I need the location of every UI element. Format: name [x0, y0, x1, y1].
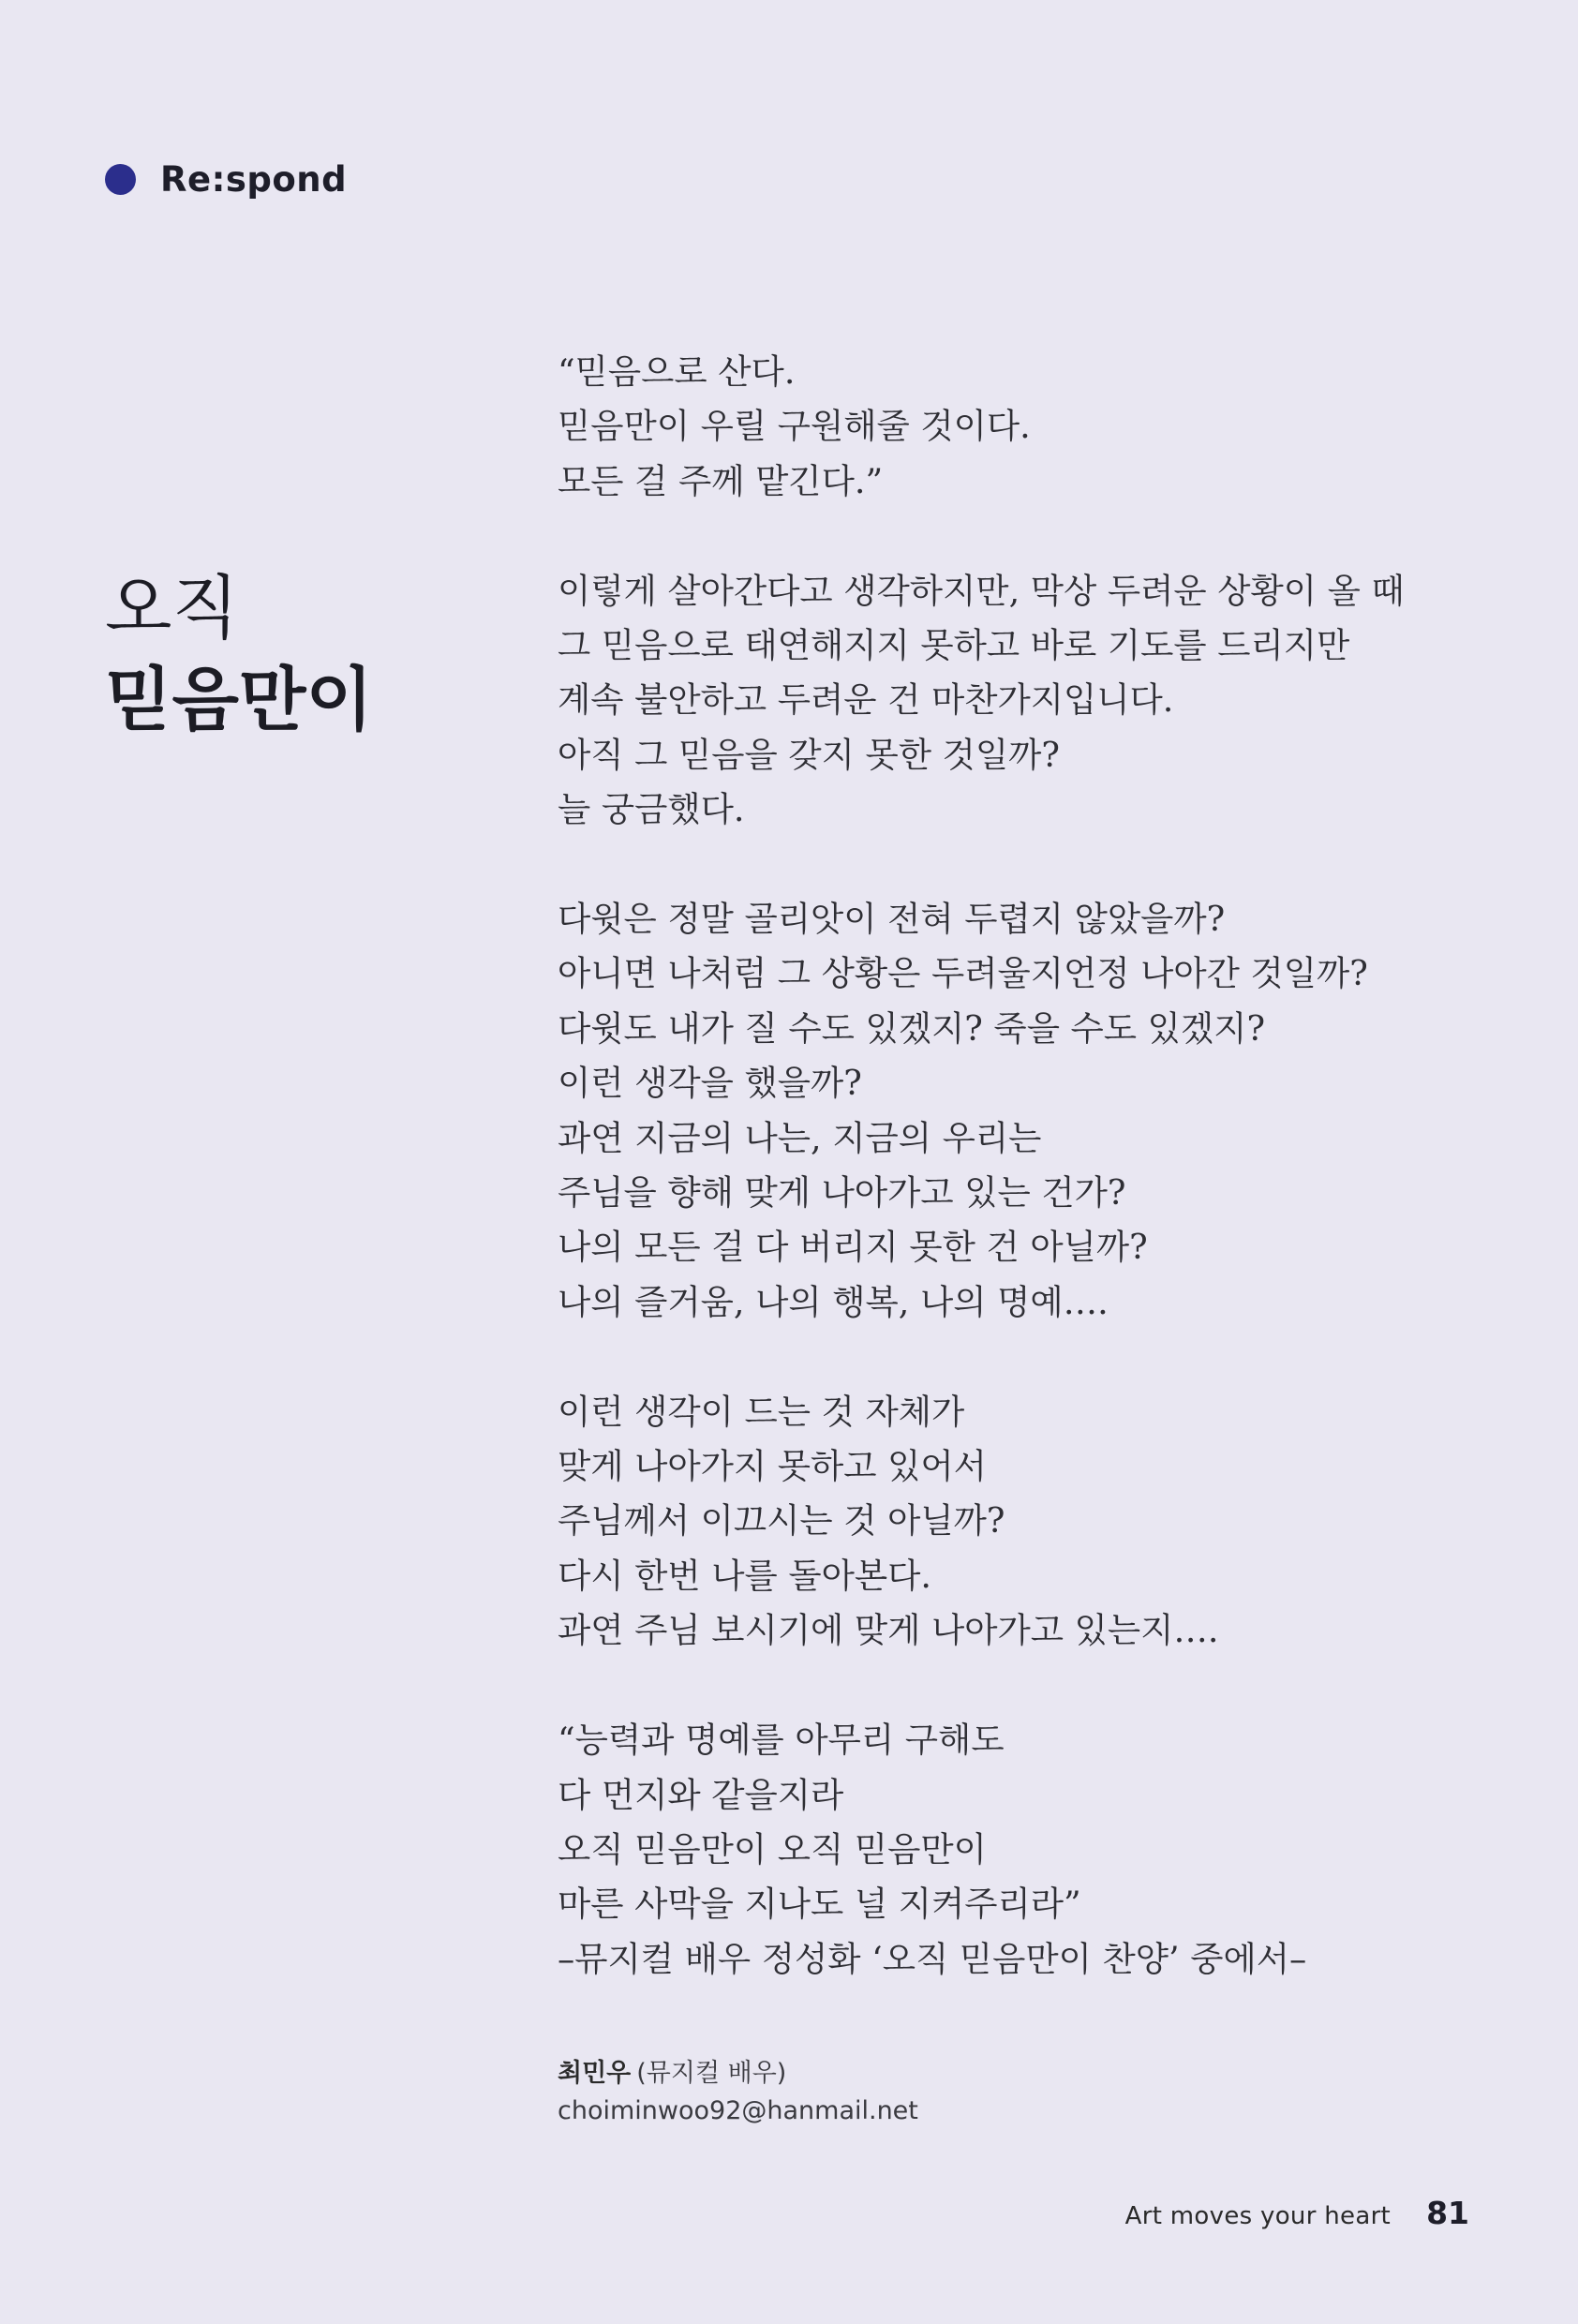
body-line: 아니면 나처럼 그 상황은 두려울지언정 나아간 것일까?: [558, 953, 1368, 994]
body-line: 주님께서 이끄시는 것 아닐까?: [558, 1500, 1005, 1542]
section-tag: [105, 159, 347, 200]
body-line: 다 먼지와 같을지라: [558, 1774, 844, 1815]
body-line: 다시 한번 나를 돌아본다.: [558, 1555, 931, 1596]
page-footer: [1125, 2195, 1469, 2231]
body-line: 마른 사막을 지나도 널 지켜주리라”: [558, 1884, 1081, 1925]
body-line: 계속 불안하고 두려운 건 마찬가지입니다.: [558, 679, 1174, 721]
body-line: 주님을 향해 맞게 나아가고 있는 건가?: [558, 1172, 1126, 1214]
body-line: –뮤지컬 배우 정성화 ‘오직 믿음만이 찬양’ 중에서–: [558, 1938, 1307, 1979]
body-line: 다윗도 내가 질 수도 있겠지? 죽을 수도 있겠지?: [558, 1007, 1266, 1049]
author-email: choiminwoo92@hanmail.net: [558, 2096, 918, 2125]
body-line: 과연 주님 보시기에 맞게 나아가고 있는지….: [558, 1610, 1219, 1651]
stanza: [558, 345, 1495, 509]
stanza: [558, 564, 1495, 838]
author-name: 최민우: [558, 2059, 632, 2088]
body-line: 늘 궁금했다.: [558, 789, 745, 830]
body-line: 믿음만이 우릴 구원해줄 것이다.: [558, 406, 1031, 447]
article-body: [558, 345, 1495, 1987]
body-line: 아직 그 믿음을 갖지 못한 것일까?: [558, 734, 1060, 775]
body-line: 오직 믿음만이 오직 믿음만이: [558, 1828, 987, 1870]
body-line: 나의 즐거움, 나의 행복, 나의 명예….: [558, 1281, 1109, 1322]
body-line: 그 믿음으로 태연해지지 못하고 바로 기도를 드리지만: [558, 625, 1350, 666]
author-block: [558, 2055, 918, 2130]
section-label: Re:spond: [160, 159, 348, 200]
section-bullet-dot: [105, 164, 136, 195]
body-line: 맞게 나아가지 못하고 있어서: [558, 1446, 987, 1487]
body-line: 나의 모든 걸 다 버리지 못한 건 아닐까?: [558, 1227, 1148, 1268]
body-line: 이런 생각이 드는 것 자체가: [558, 1391, 965, 1432]
stanza: [558, 1713, 1495, 1987]
body-line: 이런 생각을 했을까?: [558, 1063, 862, 1104]
footer-caption: Art moves your heart: [1124, 2202, 1392, 2230]
author-role: (뮤지컬 배우): [636, 2059, 787, 2088]
article-title: [105, 562, 373, 746]
page-number: 81: [1426, 2195, 1469, 2231]
stanza: [558, 892, 1495, 1330]
body-line: 과연 지금의 나는, 지금의 우리는: [558, 1117, 1042, 1158]
body-line: 다윗은 정말 골리앗이 전혀 두렵지 않았을까?: [558, 899, 1226, 940]
body-line: 이렇게 살아간다고 생각하지만, 막상 두려운 상황이 올 때: [558, 570, 1405, 611]
body-line: “믿음으로 산다.: [558, 351, 796, 392]
title-line-1: 오직: [105, 568, 239, 648]
body-line: “능력과 명예를 아무리 구해도: [558, 1720, 1005, 1761]
stanza: [558, 1385, 1495, 1659]
body-line: 모든 걸 주께 맡긴다.”: [558, 460, 884, 501]
title-line-2: 믿음만이: [105, 660, 373, 740]
